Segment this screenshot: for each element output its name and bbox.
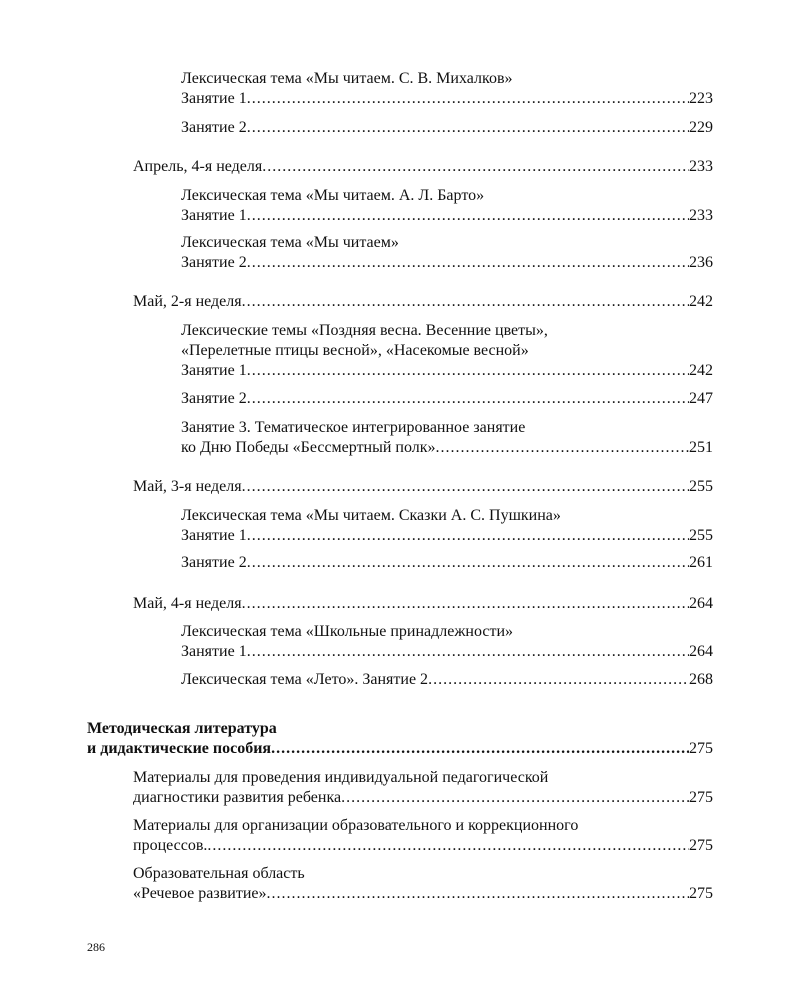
toc-entry-leader-line — [181, 642, 713, 662]
dot-leader — [242, 594, 689, 614]
toc-entry-leader-line — [181, 253, 713, 273]
toc-entry-page: 242 — [689, 362, 713, 379]
toc-entry-leader-line — [133, 788, 713, 808]
toc-entry[interactable] — [181, 186, 713, 226]
toc-entry-heading-line: Образовательная область — [133, 865, 305, 882]
toc-entry-page: 275 — [689, 885, 713, 902]
toc-entry-page: 233 — [689, 158, 713, 175]
toc-entry[interactable] — [87, 719, 713, 759]
toc-entry-leader-line — [181, 361, 713, 381]
toc-entry[interactable] — [133, 816, 713, 856]
toc-entry[interactable] — [181, 69, 713, 109]
toc-entry-title: Май, 3-я неделя — [133, 478, 242, 495]
toc-entry-leader-line — [181, 206, 713, 226]
toc-entry-leader-line — [133, 157, 713, 177]
toc-entry-title: и дидактические пособия — [87, 740, 272, 757]
toc-entry-leader-line — [181, 526, 713, 546]
toc-entry[interactable] — [133, 157, 713, 177]
toc-entry-page: 275 — [689, 789, 713, 806]
toc-entry-leader-line — [133, 477, 713, 497]
dot-leader — [271, 739, 689, 759]
page-number: 286 — [87, 940, 105, 954]
toc-entry-leader-line — [133, 594, 713, 614]
dot-leader — [436, 438, 689, 458]
toc-entry-page: 268 — [689, 671, 713, 688]
dot-leader — [247, 89, 689, 109]
toc-entry-page: 236 — [689, 254, 713, 271]
toc-entry-title: «Речевое развитие» — [133, 885, 267, 902]
toc-entry-heading-line: Занятие 3. Тематическое интегрированное занятие — [181, 419, 526, 436]
toc-entry-page: 251 — [689, 439, 713, 456]
dot-leader — [247, 206, 689, 226]
toc-entry-title: Май, 2-я неделя — [133, 293, 242, 310]
toc-entry-page: 264 — [689, 643, 713, 660]
toc-entry-title: Занятие 1 — [181, 207, 247, 224]
toc-entry[interactable] — [181, 622, 713, 662]
dot-leader — [247, 642, 689, 662]
toc-entry[interactable] — [181, 418, 713, 458]
toc-entry-heading-line: Материалы для проведения индивидуальной педагогической — [133, 769, 549, 786]
toc-entry-heading-line: Лексическая тема «Школьные принадлежности» — [181, 623, 514, 640]
toc-entry-heading-line: Лексические темы «Поздняя весна. Весенние цветы», — [181, 322, 548, 339]
dot-leader — [262, 157, 689, 177]
toc-entry-page: 247 — [689, 390, 713, 407]
toc-entry-heading-line: Материалы для организации образовательного и коррекционного — [133, 817, 579, 834]
dot-leader — [247, 389, 689, 409]
toc-entry-title: Лексическая тема «Лето». Занятие 2 — [181, 671, 429, 688]
toc-entry[interactable] — [181, 670, 713, 690]
toc-entry[interactable] — [181, 118, 713, 138]
dot-leader — [266, 884, 689, 904]
toc-entry-page: 233 — [689, 207, 713, 224]
toc-entry-title: Занятие 1 — [181, 527, 247, 544]
toc-entry-heading-line: Лексическая тема «Мы читаем» — [181, 234, 399, 251]
toc-entry-leader-line — [133, 292, 713, 312]
toc-entry[interactable] — [133, 594, 713, 614]
toc-entry-leader-line — [181, 389, 713, 409]
toc-entry-title: Занятие 1 — [181, 643, 247, 660]
dot-leader — [247, 526, 689, 546]
toc-entry[interactable] — [181, 389, 713, 409]
toc-entry-heading-line: Лексическая тема «Мы читаем. С. В. Михалков» — [181, 70, 513, 87]
toc-entry-title: Апрель, 4-я неделя — [133, 158, 263, 175]
toc-entry-page: 264 — [689, 595, 713, 612]
dot-leader — [247, 253, 689, 273]
toc-entry-page: 242 — [689, 293, 713, 310]
toc-entry-page: 261 — [689, 554, 713, 571]
toc-entry-leader-line — [181, 670, 713, 690]
toc-entry-title: Май, 4-я неделя — [133, 595, 242, 612]
dot-leader — [247, 553, 689, 573]
dot-leader — [242, 292, 689, 312]
dot-leader — [207, 836, 689, 856]
toc-entry-title: Занятие 2 — [181, 554, 247, 571]
dot-leader — [242, 477, 689, 497]
toc-entry-title: Занятие 1 — [181, 90, 247, 107]
toc-entry-title: Занятие 2 — [181, 119, 247, 136]
toc-entry-title: Занятие 2 — [181, 390, 247, 407]
toc-entry-heading-line: «Перелетные птицы весной», «Насекомые весной» — [181, 342, 529, 359]
toc-entry-page: 229 — [689, 119, 713, 136]
toc-entry-page: 275 — [689, 837, 713, 854]
dot-leader — [247, 118, 689, 138]
toc-entry-leader-line — [181, 438, 713, 458]
toc-entry-title: ко Дню Победы «Бессмертный полк» — [181, 439, 436, 456]
toc-entry-heading-line: Методическая литература — [87, 720, 277, 737]
toc-entry[interactable] — [181, 506, 713, 546]
toc-entry[interactable] — [133, 864, 713, 904]
toc-entry-page: 255 — [689, 478, 713, 495]
toc-entry-leader-line — [87, 739, 713, 759]
toc-entry[interactable] — [133, 477, 713, 497]
toc-entry-heading-line: Лексическая тема «Мы читаем. А. Л. Барто» — [181, 187, 485, 204]
toc-entry[interactable] — [181, 553, 713, 573]
dot-leader — [341, 788, 689, 808]
toc-entry-leader-line — [181, 553, 713, 573]
toc-entry-leader-line — [133, 836, 713, 856]
toc-entry-leader-line — [181, 89, 713, 109]
dot-leader — [428, 670, 689, 690]
toc-entry-leader-line — [181, 118, 713, 138]
toc-entry-title: процессов. — [133, 837, 208, 854]
dot-leader — [247, 361, 689, 381]
toc-entry-page: 275 — [689, 740, 713, 757]
toc-entry-title: Занятие 2 — [181, 254, 247, 271]
toc-entry[interactable] — [133, 292, 713, 312]
toc-entry-leader-line — [133, 884, 713, 904]
toc-entry-page: 255 — [689, 527, 713, 544]
toc-entry-heading-line: Лексическая тема «Мы читаем. Сказки А. С. Пушкина» — [181, 507, 561, 524]
toc-entry-title: диагностики развития ребенка — [133, 789, 342, 806]
toc-entry[interactable] — [133, 768, 713, 808]
toc-entry-title: Занятие 1 — [181, 362, 247, 379]
toc-entry[interactable] — [181, 233, 713, 273]
toc-entry-page: 223 — [689, 90, 713, 107]
toc-entry[interactable] — [181, 321, 713, 381]
